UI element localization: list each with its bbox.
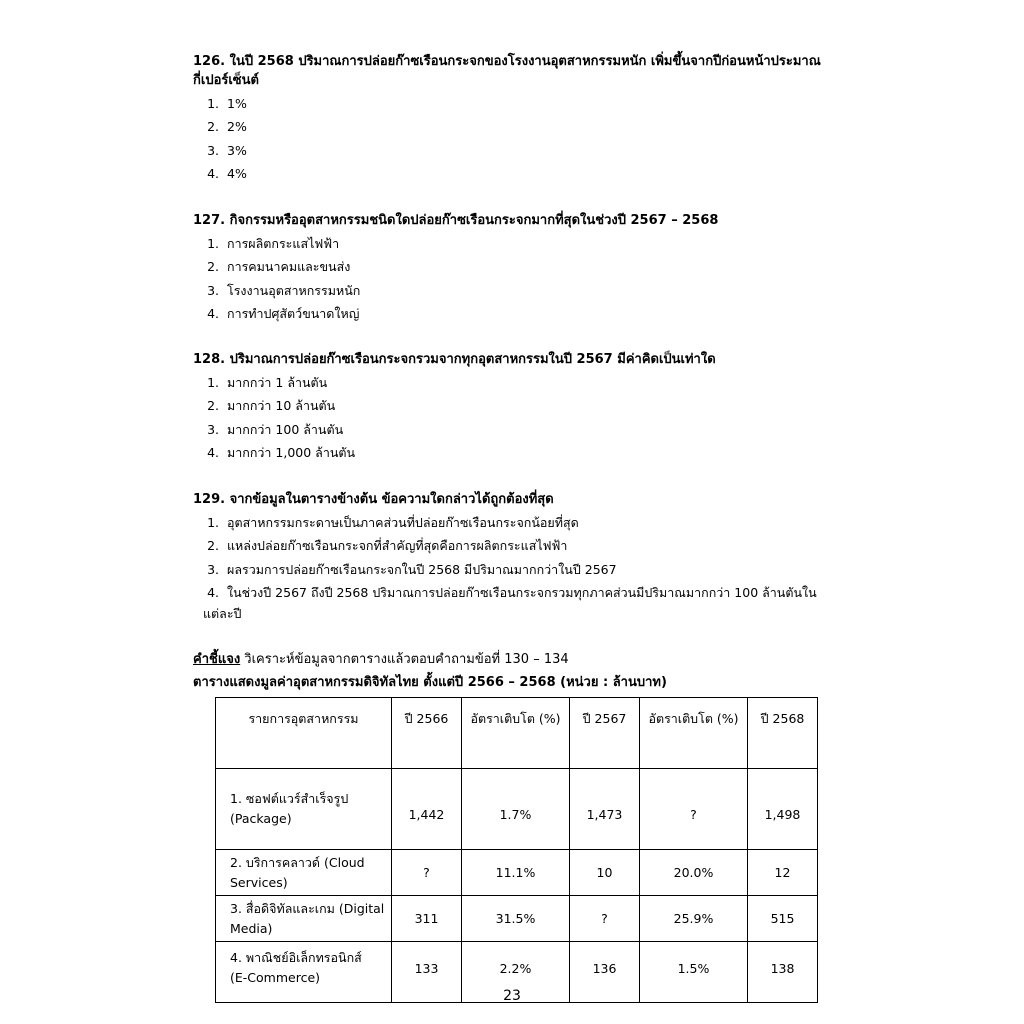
cell-value: 136 [570, 942, 640, 1003]
cell-value: 1.5% [640, 942, 748, 1003]
options-list [193, 92, 823, 185]
cell-value: 31.5% [462, 896, 570, 942]
header-year-2568: ปี 2568 [748, 698, 818, 769]
instruction-label: คำชี้แจง [193, 652, 241, 667]
question-title: 129. จากข้อมูลในตารางข้างต้น ข้อความใดกล่าวได้ถูกต้องที่สุด [193, 492, 554, 507]
cell-value: 12 [748, 850, 818, 896]
option-2: 2. 2% [207, 119, 247, 135]
cell-value: 11.1% [462, 850, 570, 896]
cell-value: 1.7% [462, 769, 570, 850]
option-2: 2. มากกว่า 10 ล้านตัน [207, 398, 336, 414]
question-title: 128. ปริมาณการปล่อยก๊าซเรือนกระจกรวมจากทุกอุตสาหกรรมในปี 2567 มีค่าคิดเป็นเท่าใด [193, 352, 716, 367]
cell-value: 25.9% [640, 896, 748, 942]
cell-value: ? [570, 896, 640, 942]
options-list [193, 511, 823, 624]
cell-value: 311 [392, 896, 462, 942]
industry-name: 4. พาณิชย์อิเล็กทรอนิกส์ (E-Commerce) [216, 942, 392, 1003]
cell-value: 10 [570, 850, 640, 896]
cell-value: 515 [748, 896, 818, 942]
cell-value: 138 [748, 942, 818, 1003]
header-growth-2568: อัตราเติบโต (%) [640, 698, 748, 769]
table-row [216, 896, 818, 942]
option-3: 3. โรงงานอุตสาหกรรมหนัก [207, 282, 361, 298]
cell-value: 1,473 [570, 769, 640, 850]
question-title: 126. ในปี 2568 ปริมาณการปล่อยก๊าซเรือนกระจกของโรงงานอุตสาหกรรมหนัก เพิ่มขึ้นจากปีก่อนหน้าประมาณกี่เปอร์เซ็นต์ [193, 54, 821, 88]
industry-name: 3. สื่อดิจิทัลและเกม (Digital Media) [216, 896, 392, 942]
cell-value: 20.0% [640, 850, 748, 896]
table-row [216, 850, 818, 896]
table-header-row [216, 698, 818, 769]
cell-value: ? [640, 769, 748, 850]
question-126 [193, 52, 823, 185]
cell-value: 1,498 [748, 769, 818, 850]
digital-industry-table [215, 697, 818, 1003]
option-4: 4. มากกว่า 1,000 ล้านตัน [207, 444, 356, 460]
option-2: 2. การคมนาคมและขนส่ง [207, 259, 351, 275]
question-127 [193, 211, 823, 325]
industry-name: 1. ซอฟต์แวร์สำเร็จรูป (Package) [216, 769, 392, 850]
table-caption: ตารางแสดงมูลค่าอุตสาหกรรมดิจิทัลไทย ตั้งแต่ปี 2566 – 2568 (หน่วย : ล้านบาท) [193, 675, 667, 690]
industry-name: 2. บริการคลาวด์ (Cloud Services) [216, 850, 392, 896]
header-year-2566: ปี 2566 [392, 698, 462, 769]
options-list [193, 232, 823, 325]
table-row [216, 769, 818, 850]
option-2: 2. แหล่งปล่อยก๊าซเรือนกระจกที่สำคัญที่สุดคือการผลิตกระแสไฟฟ้า [207, 538, 568, 554]
header-industry: รายการอุตสาหกรรม [216, 698, 392, 769]
question-128 [193, 350, 823, 464]
cell-value: 2.2% [462, 942, 570, 1003]
options-list [193, 371, 823, 464]
header-growth-2567: อัตราเติบโต (%) [462, 698, 570, 769]
instruction [193, 650, 833, 669]
option-3: 3. มากกว่า 100 ล้านตัน [207, 421, 344, 437]
cell-value: ? [392, 850, 462, 896]
option-4: 4. การทำปศุสัตว์ขนาดใหญ่ [207, 305, 360, 321]
cell-value: 133 [392, 942, 462, 1003]
option-3: 3. ผลรวมการปล่อยก๊าซเรือนกระจกในปี 2568 มีปริมาณมากกว่าในปี 2567 [207, 561, 617, 577]
option-4: 4. 4% [207, 165, 247, 181]
option-1: 1. การผลิตกระแสไฟฟ้า [207, 236, 340, 251]
option-3: 3. 3% [207, 142, 247, 158]
header-year-2567: ปี 2567 [570, 698, 640, 769]
option-4: 4. ในช่วงปี 2567 ถึงปี 2568 ปริมาณการปล่อยก๊าซเรือนกระจกรวมทุกภาคส่วนมีปริมาณมากกว่า 100 ล้านตันใน แต่ละปี [203, 584, 817, 621]
cell-value: 1,442 [392, 769, 462, 850]
option-1: 1. 1% [207, 96, 247, 111]
option-1: 1. มากกว่า 1 ล้านตัน [207, 375, 328, 390]
instruction-text: วิเคราะห์ข้อมูลจากตารางแล้วตอบคำถามข้อที่ 130 – 134 [240, 652, 569, 667]
question-title: 127. กิจกรรมหรืออุตสาหกรรมชนิดใดปล่อยก๊าซเรือนกระจกมากที่สุดในช่วงปี 2567 – 2568 [193, 213, 719, 228]
option-1: 1. อุตสาหกรรมกระดาษเป็นภาคส่วนที่ปล่อยก๊าซเรือนกระจกน้อยที่สุด [207, 515, 579, 530]
question-129 [193, 490, 823, 624]
page-number: 23 [503, 988, 521, 1004]
